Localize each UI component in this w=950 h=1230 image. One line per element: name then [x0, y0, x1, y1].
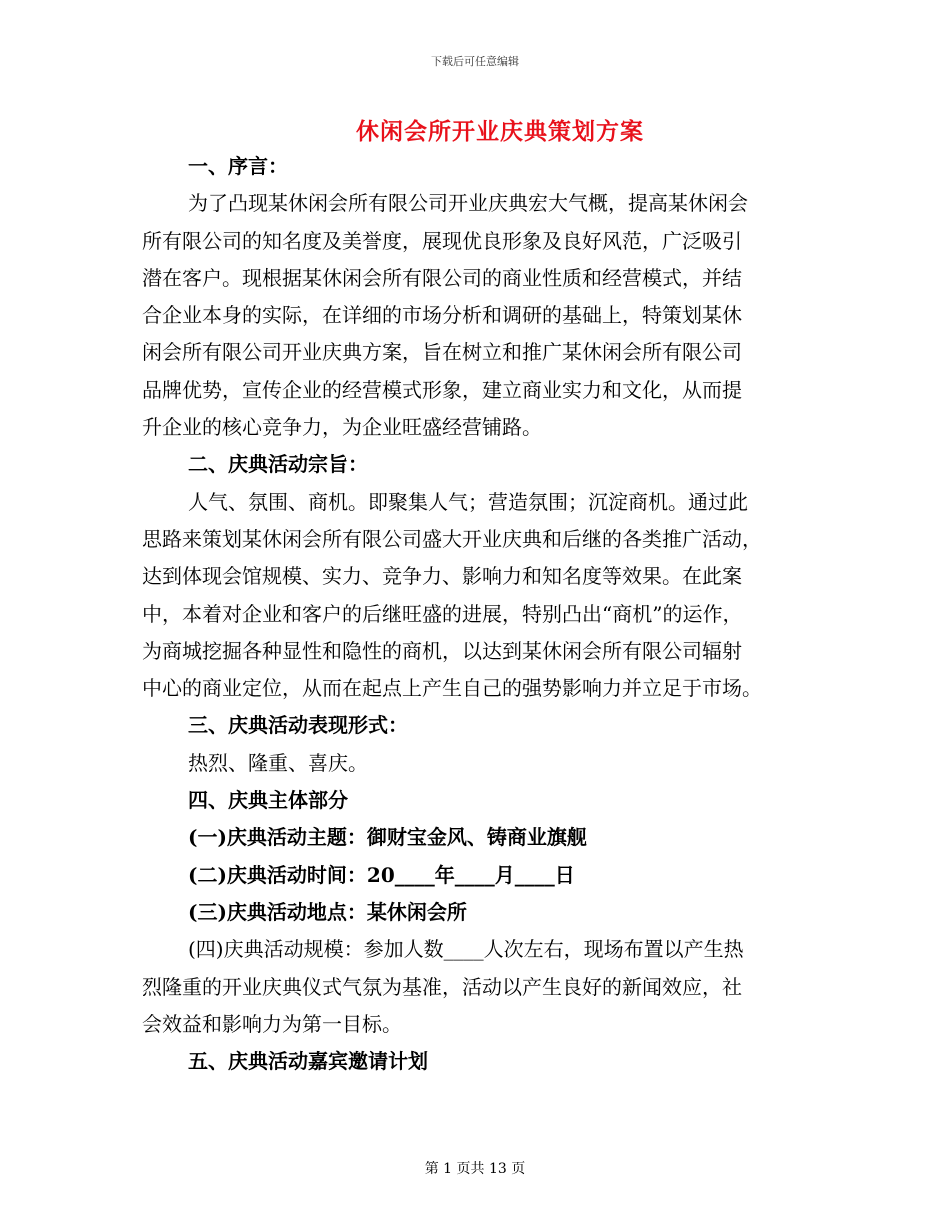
paragraph-line: 思路来策划某休闲会所有限公司盛大开业庆典和后继的各类推广活动， [142, 526, 762, 551]
section-heading: 二、庆典活动宗旨： [188, 452, 368, 477]
paragraph-line: 升企业的核心竞争力，为企业旺盛经营铺路。 [142, 415, 542, 440]
paragraph-line: 达到体现会馆规模、实力、竞争力、影响力和知名度等效果。在此案 [142, 564, 742, 589]
section-heading: 五、庆典活动嘉宾邀请计划 [188, 1049, 428, 1074]
paragraph-line: 所有限公司的知名度及美誉度，展现优良形象及良好风范，广泛吸引 [142, 228, 742, 253]
paragraph-line: 潜在客户。现根据某休闲会所有限公司的商业性质和经营模式，并结 [142, 265, 742, 290]
paragraph-line: 中，本着对企业和客户的后继旺盛的进展，特别凸出“商机”的运作， [142, 601, 743, 626]
paragraph-line: 合企业本身的实际，在详细的市场分析和调研的基础上，特策划某休 [142, 303, 742, 328]
document-title: 休闲会所开业庆典策划方案 [356, 118, 644, 145]
paragraph-line: 人气、氛围、商机。即聚集人气；营造氛围；沉淀商机。通过此 [188, 489, 748, 514]
document-body [142, 148, 812, 1080]
paragraph-line: (四)庆典活动规模：参加人数____人次左右，现场布置以产生热 [188, 937, 744, 962]
paragraph-line: 中心的商业定位，从而在起点上产生自己的强势影响力并立足于市场。 [142, 676, 762, 701]
section-heading: 三、庆典活动表现形式： [188, 713, 408, 738]
section-heading: (一)庆典活动主题：御财宝金风、铸商业旗舰 [188, 825, 587, 850]
section-heading: 四、庆典主体部分 [188, 788, 348, 813]
section-heading: 一、序言： [188, 154, 288, 178]
paragraph-line: 热烈、隆重、喜庆。 [188, 750, 368, 775]
header-note: 下载后可任意编辑 [431, 55, 519, 68]
paragraph-line: 品牌优势，宣传企业的经营模式形象，建立商业实力和文化，从而提 [142, 377, 742, 402]
section-heading: (三)庆典活动地点：某休闲会所 [188, 899, 467, 924]
section-heading: (二)庆典活动时间：20____年____月____日 [188, 862, 575, 887]
paragraph-line: 为商城挖掘各种显性和隐性的商机，以达到某休闲会所有限公司辐射 [142, 638, 742, 663]
paragraph-line: 闲会所有限公司开业庆典方案，旨在树立和推广某休闲会所有限公司 [142, 340, 742, 365]
paragraph-line: 烈隆重的开业庆典仪式气氛为基准，活动以产生良好的新闻效应，社 [142, 974, 742, 999]
page-number: 第 1 页共 13 页 [424, 1161, 526, 1177]
paragraph-line: 会效益和影响力为第一目标。 [142, 1011, 402, 1036]
paragraph-line: 为了凸现某休闲会所有限公司开业庆典宏大气概，提高某休闲会 [188, 191, 748, 216]
